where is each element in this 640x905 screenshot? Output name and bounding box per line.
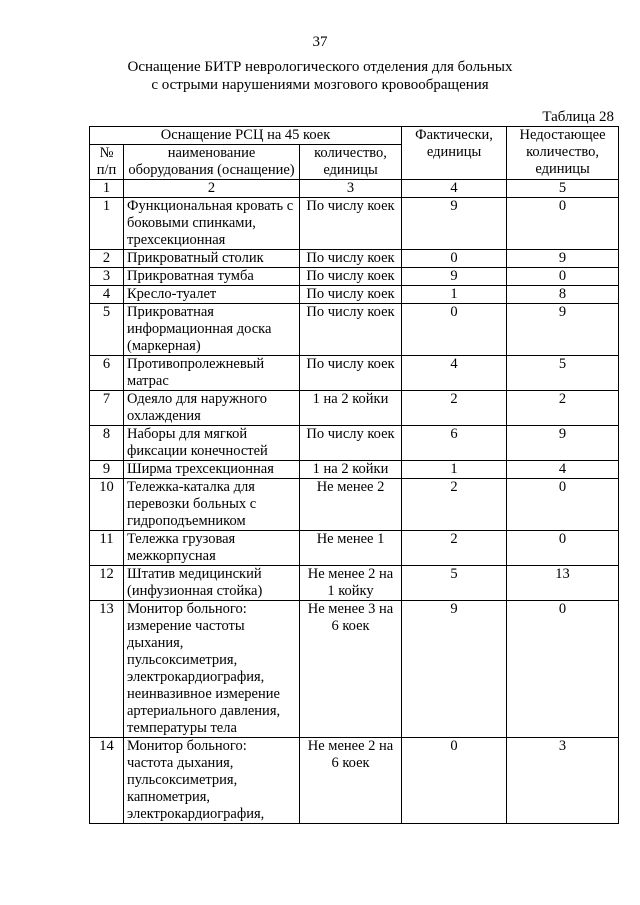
- column-number: 5: [507, 180, 619, 198]
- header-group: Оснащение РСЦ на 45 коек: [90, 127, 402, 145]
- table-row: [90, 286, 619, 304]
- cell-name: Одеяло для наружного охлаждения: [124, 391, 300, 426]
- cell-qty: Не менее 2: [300, 479, 402, 531]
- table-row: [90, 566, 619, 601]
- column-number: 1: [90, 180, 124, 198]
- page-number: 37: [312, 34, 328, 50]
- table-row: [90, 304, 619, 356]
- cell-fact: 9: [402, 601, 507, 738]
- cell-qty: По числу коек: [300, 198, 402, 250]
- cell-fact: 4: [402, 356, 507, 391]
- cell-qty: По числу коек: [300, 356, 402, 391]
- cell-fact: 0: [402, 738, 507, 824]
- cell-fact: 9: [402, 268, 507, 286]
- cell-name: Ширма трехсекционная: [124, 461, 300, 479]
- cell-qty: Не менее 3 на 6 коек: [300, 601, 402, 738]
- cell-qty: По числу коек: [300, 268, 402, 286]
- cell-name: Монитор больного: измерение частоты дыхания, пульсоксиметрия, электрокардиография, неинвазивное измерение артериального давления, температуры тела: [124, 601, 300, 738]
- cell-name: Штатив медицинский (инфузионная стойка): [124, 566, 300, 601]
- cell-qty: По числу коек: [300, 250, 402, 268]
- cell-fact: 6: [402, 426, 507, 461]
- cell-name: Тележка-каталка для перевозки больных с гидроподъемником: [124, 479, 300, 531]
- cell-num: 5: [90, 304, 124, 356]
- cell-num: 7: [90, 391, 124, 426]
- table-row: [90, 531, 619, 566]
- header-missing: Недостающее количество, единицы: [507, 127, 619, 180]
- cell-qty: Не менее 2 на 6 коек: [300, 738, 402, 824]
- cell-missing: 0: [507, 601, 619, 738]
- cell-fact: 1: [402, 461, 507, 479]
- cell-name: Функциональная кровать с боковыми спинками, трехсекционная: [124, 198, 300, 250]
- header-fact: Фактически, единицы: [402, 127, 507, 180]
- cell-num: 4: [90, 286, 124, 304]
- table-caption: Таблица 28: [542, 109, 614, 125]
- table-row: [90, 461, 619, 479]
- table-row: [90, 356, 619, 391]
- cell-fact: 0: [402, 304, 507, 356]
- cell-qty: Не менее 1: [300, 531, 402, 566]
- cell-missing: 2: [507, 391, 619, 426]
- column-number: 3: [300, 180, 402, 198]
- cell-qty: 1 на 2 койки: [300, 391, 402, 426]
- cell-num: 6: [90, 356, 124, 391]
- table-row: [90, 738, 619, 824]
- cell-num: 3: [90, 268, 124, 286]
- table-row: [90, 426, 619, 461]
- title-line-1: Оснащение БИТР неврологического отделения для больных: [127, 59, 513, 75]
- cell-fact: 5: [402, 566, 507, 601]
- document-title: [0, 58, 640, 94]
- header-num: № п/п: [90, 145, 124, 180]
- cell-name: Кресло-туалет: [124, 286, 300, 304]
- cell-missing: 8: [507, 286, 619, 304]
- cell-name: Наборы для мягкой фиксации конечностей: [124, 426, 300, 461]
- table-row: [90, 198, 619, 250]
- equipment-table: [89, 126, 619, 824]
- cell-missing: 5: [507, 356, 619, 391]
- column-numbers-row: [90, 180, 619, 198]
- cell-name: Прикроватная информационная доска (маркерная): [124, 304, 300, 356]
- cell-name: Тележка грузовая межкорпусная: [124, 531, 300, 566]
- table-row: [90, 250, 619, 268]
- cell-num: 13: [90, 601, 124, 738]
- title-line-2: с острыми нарушениями мозгового кровообращения: [151, 77, 489, 93]
- column-number: 4: [402, 180, 507, 198]
- cell-num: 2: [90, 250, 124, 268]
- cell-num: 8: [90, 426, 124, 461]
- cell-name: Прикроватный столик: [124, 250, 300, 268]
- cell-missing: 0: [507, 531, 619, 566]
- cell-qty: По числу коек: [300, 426, 402, 461]
- cell-num: 9: [90, 461, 124, 479]
- cell-name: Монитор больного: частота дыхания, пульсоксиметрия, капнометрия, электрокардиография,: [124, 738, 300, 824]
- cell-qty: По числу коек: [300, 304, 402, 356]
- cell-fact: 2: [402, 391, 507, 426]
- cell-name: Противопролежневый матрас: [124, 356, 300, 391]
- cell-missing: 3: [507, 738, 619, 824]
- table-row: [90, 391, 619, 426]
- cell-num: 11: [90, 531, 124, 566]
- table-row: [90, 268, 619, 286]
- cell-name: Прикроватная тумба: [124, 268, 300, 286]
- table-row: [90, 479, 619, 531]
- cell-missing: 0: [507, 268, 619, 286]
- cell-missing: 9: [507, 304, 619, 356]
- cell-qty: Не менее 2 на 1 койку: [300, 566, 402, 601]
- cell-fact: 2: [402, 531, 507, 566]
- header-qty: количество, единицы: [300, 145, 402, 180]
- cell-missing: 0: [507, 479, 619, 531]
- cell-num: 1: [90, 198, 124, 250]
- header-name: наименование оборудования (оснащение): [124, 145, 300, 180]
- cell-missing: 13: [507, 566, 619, 601]
- cell-missing: 9: [507, 250, 619, 268]
- cell-missing: 0: [507, 198, 619, 250]
- cell-fact: 1: [402, 286, 507, 304]
- cell-missing: 4: [507, 461, 619, 479]
- cell-fact: 9: [402, 198, 507, 250]
- cell-fact: 2: [402, 479, 507, 531]
- column-number: 2: [124, 180, 300, 198]
- cell-qty: По числу коек: [300, 286, 402, 304]
- cell-missing: 9: [507, 426, 619, 461]
- table-row: [90, 601, 619, 738]
- cell-num: 10: [90, 479, 124, 531]
- cell-fact: 0: [402, 250, 507, 268]
- cell-num: 12: [90, 566, 124, 601]
- cell-num: 14: [90, 738, 124, 824]
- cell-qty: 1 на 2 койки: [300, 461, 402, 479]
